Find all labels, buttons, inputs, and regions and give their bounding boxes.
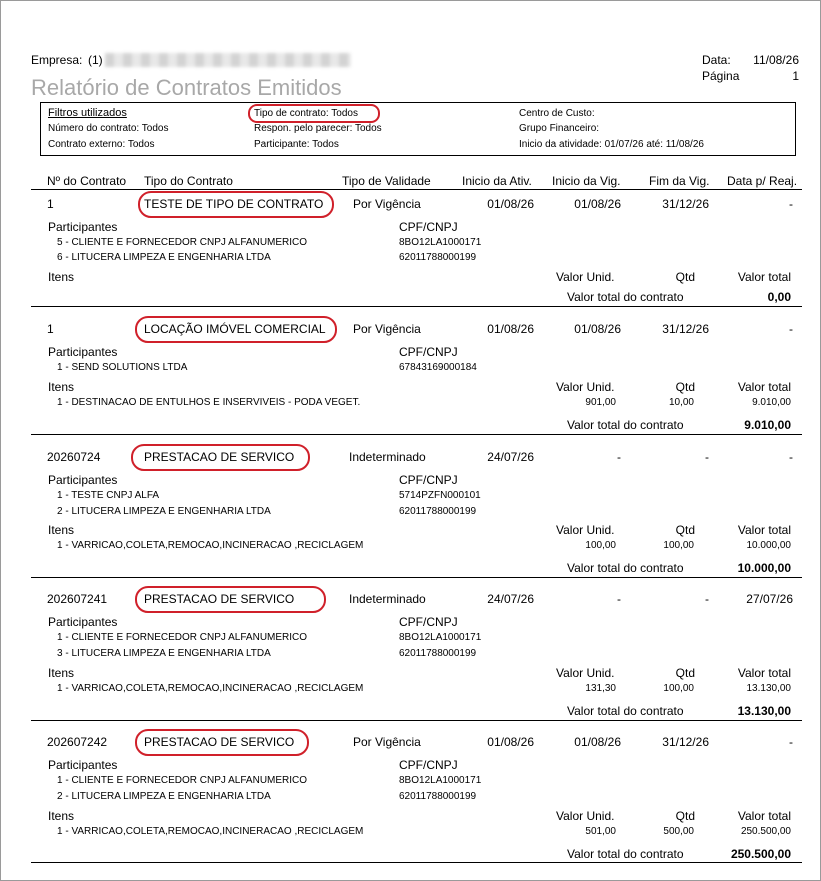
contract-type: LOCAÇÃO IMÓVEL COMERCIAL <box>144 322 326 336</box>
items-label: Itens <box>48 809 75 823</box>
valor-unid-label: Valor Unid. <box>556 270 615 284</box>
item-total-value: 10.000,00 <box>746 540 791 551</box>
item-unit-value: 131,30 <box>585 683 616 694</box>
contract-total-label: Valor total do contrato <box>567 704 684 718</box>
page-title: Relatório de Contratos Emitidos <box>31 75 342 100</box>
items-label: Itens <box>48 270 75 284</box>
qtd-label: Qtd <box>675 270 695 284</box>
participant-doc: 62011788000199 <box>399 648 477 659</box>
validity-type: Indeterminado <box>349 450 426 464</box>
validity-start: 01/08/26 <box>574 197 621 211</box>
pagina-label: Página <box>702 69 740 83</box>
contract-total-value: 250.500,00 <box>730 847 791 861</box>
contract-number: 20260724 <box>47 450 101 464</box>
items-label: Itens <box>48 666 75 680</box>
header-divider <box>31 189 802 190</box>
filter-inicio-atividade: Inicio da atividade: 01/07/26 até: 11/08/26 <box>519 139 704 150</box>
validity-end: 31/12/26 <box>662 735 709 749</box>
cpf-cnpj-label: CPF/CNPJ <box>399 345 458 359</box>
participant-doc: 8BO12LA1000171 <box>399 775 482 786</box>
valor-total-label: Valor total <box>737 523 791 537</box>
highlight-oval <box>135 316 337 343</box>
validity-start: - <box>617 592 621 606</box>
validity-end: - <box>705 592 709 606</box>
contract-type: PRESTACAO DE SERVICO <box>144 735 295 749</box>
participant-doc: 8BO12LA1000171 <box>399 237 482 248</box>
highlight-oval <box>131 444 310 471</box>
col-inicio-vig: Inicio da Vig. <box>552 174 621 188</box>
highlight-oval <box>248 104 380 123</box>
cpf-cnpj-label: CPF/CNPJ <box>399 615 458 629</box>
item-description: 1 - VARRICAO,COLETA,REMOCAO,INCINERACAO ,RECICLAGEM <box>57 540 364 551</box>
items-label: Itens <box>48 380 75 394</box>
activity-start: 01/08/26 <box>487 322 534 336</box>
col-inicio-ativ: Inicio da Ativ. <box>462 174 532 188</box>
validity-end: 31/12/26 <box>662 322 709 336</box>
valor-total-label: Valor total <box>737 270 791 284</box>
item-quantity: 100,00 <box>663 540 694 551</box>
contract-total-label: Valor total do contrato <box>567 418 684 432</box>
contract-number: 202607242 <box>47 735 108 749</box>
contract-total-label: Valor total do contrato <box>567 847 684 861</box>
valor-unid-label: Valor Unid. <box>556 666 615 680</box>
valor-unid-label: Valor Unid. <box>556 380 615 394</box>
valor-unid-label: Valor Unid. <box>556 809 615 823</box>
item-unit-value: 901,00 <box>585 397 616 408</box>
validity-start: - <box>617 450 621 464</box>
contract-type: PRESTACAO DE SERVICO <box>144 592 295 606</box>
participant-doc: 62011788000199 <box>399 252 477 263</box>
filter-responsavel-parecer: Respon. pelo parecer: Todos <box>254 123 382 134</box>
contract-divider <box>31 306 802 307</box>
participant-doc: 67843169000184 <box>399 362 477 373</box>
valor-total-label: Valor total <box>737 809 791 823</box>
participant-name: 1 - TESTE CNPJ ALFA <box>57 490 160 501</box>
cpf-cnpj-label: CPF/CNPJ <box>399 220 458 234</box>
filter-grupo-financeiro: Grupo Financeiro: <box>519 123 600 134</box>
item-unit-value: 100,00 <box>585 540 616 551</box>
col-tipo-contrato: Tipo do Contrato <box>144 174 233 188</box>
contract-total-value: 10.000,00 <box>737 561 791 575</box>
highlight-oval <box>135 586 326 613</box>
cpf-cnpj-label: CPF/CNPJ <box>399 473 458 487</box>
participant-name: 1 - CLIENTE E FORNECEDOR CNPJ ALFANUMERICO <box>57 775 308 786</box>
activity-start: 24/07/26 <box>487 450 534 464</box>
highlight-oval <box>138 191 334 218</box>
qtd-label: Qtd <box>675 380 695 394</box>
data-value: 11/08/26 <box>753 53 799 67</box>
validity-type: Por Vigência <box>353 735 421 749</box>
filters-heading: Filtros utilizados <box>48 107 127 119</box>
validity-end: - <box>705 450 709 464</box>
filter-numero-contrato: Número do contrato: Todos <box>48 123 169 134</box>
participant-name: 2 - LITUCERA LIMPEZA E ENGENHARIA LTDA <box>57 506 271 517</box>
empresa-label: Empresa: <box>31 53 83 67</box>
validity-type: Indeterminado <box>349 592 426 606</box>
participant-name: 1 - SEND SOLUTIONS LTDA <box>57 362 188 373</box>
item-description: 1 - DESTINACAO DE ENTULHOS E INSERVIVEIS - PODA VEGET. <box>57 397 361 408</box>
contract-number: 1 <box>47 322 54 336</box>
participants-label: Participantes <box>48 615 118 629</box>
contract-divider <box>31 862 802 863</box>
redacted-company-name <box>105 53 351 67</box>
activity-start: 01/08/26 <box>487 735 534 749</box>
participant-doc: 5714PZFN000101 <box>399 490 481 501</box>
participant-name: 1 - CLIENTE E FORNECEDOR CNPJ ALFANUMERICO <box>57 632 308 643</box>
valor-unid-label: Valor Unid. <box>556 523 615 537</box>
participant-name: 6 - LITUCERA LIMPEZA E ENGENHARIA LTDA <box>57 252 271 263</box>
participant-doc: 8BO12LA1000171 <box>399 632 482 643</box>
item-quantity: 100,00 <box>663 683 694 694</box>
participants-label: Participantes <box>48 220 118 234</box>
col-tipo-validade: Tipo de Validade <box>342 174 431 188</box>
col-fim-vig: Fim da Vig. <box>649 174 710 188</box>
contract-type: PRESTACAO DE SERVICO <box>144 450 295 464</box>
contract-total-label: Valor total do contrato <box>567 561 684 575</box>
contract-total-value: 0,00 <box>767 290 791 304</box>
readjust-date: - <box>789 450 793 464</box>
item-total-value: 13.130,00 <box>746 683 791 694</box>
filter-centro-custo: Centro de Custo: <box>519 108 595 119</box>
item-unit-value: 501,00 <box>585 826 616 837</box>
qtd-label: Qtd <box>675 666 695 680</box>
contract-divider <box>31 720 802 721</box>
validity-type: Por Vigência <box>353 322 421 336</box>
valor-total-label: Valor total <box>737 666 791 680</box>
validity-type: Por Vigência <box>353 197 421 211</box>
participant-name: 5 - CLIENTE E FORNECEDOR CNPJ ALFANUMERICO <box>57 237 308 248</box>
item-total-value: 250.500,00 <box>740 826 791 837</box>
data-label: Data: <box>702 53 731 67</box>
filter-contrato-externo: Contrato externo: Todos <box>48 139 155 150</box>
participant-name: 3 - LITUCERA LIMPEZA E ENGENHARIA LTDA <box>57 648 271 659</box>
contract-type: TESTE DE TIPO DE CONTRATO <box>144 197 324 211</box>
contract-total-value: 9.010,00 <box>744 418 791 432</box>
participants-label: Participantes <box>48 758 118 772</box>
readjust-date: - <box>789 322 793 336</box>
activity-start: 24/07/26 <box>487 592 534 606</box>
validity-start: 01/08/26 <box>574 322 621 336</box>
participants-label: Participantes <box>48 473 118 487</box>
item-total-value: 9.010,00 <box>752 397 791 408</box>
qtd-label: Qtd <box>675 523 695 537</box>
participant-name: 2 - LITUCERA LIMPEZA E ENGENHARIA LTDA <box>57 791 271 802</box>
validity-end: 31/12/26 <box>662 197 709 211</box>
contract-divider <box>31 577 802 578</box>
readjust-date: - <box>789 735 793 749</box>
item-description: 1 - VARRICAO,COLETA,REMOCAO,INCINERACAO ,RECICLAGEM <box>57 683 364 694</box>
filter-participante: Participante: Todos <box>254 139 339 150</box>
contract-total-label: Valor total do contrato <box>567 290 684 304</box>
item-quantity: 10,00 <box>668 397 694 408</box>
filter-tipo-contrato: Tipo de contrato: Todos <box>254 108 358 119</box>
readjust-date: - <box>789 197 793 211</box>
valor-total-label: Valor total <box>737 380 791 394</box>
pagina-value: 1 <box>792 69 799 83</box>
contract-total-value: 13.130,00 <box>737 704 791 718</box>
contract-divider <box>31 434 802 435</box>
participant-doc: 62011788000199 <box>399 506 477 517</box>
highlight-oval <box>135 729 309 756</box>
participant-doc: 62011788000199 <box>399 791 477 802</box>
contract-number: 1 <box>47 197 54 211</box>
item-quantity: 500,00 <box>663 826 694 837</box>
readjust-date: 27/07/26 <box>746 592 793 606</box>
col-numero-contrato: Nº do Contrato <box>47 174 127 188</box>
item-description: 1 - VARRICAO,COLETA,REMOCAO,INCINERACAO ,RECICLAGEM <box>57 826 364 837</box>
qtd-label: Qtd <box>675 809 695 823</box>
col-data-reaj: Data p/ Reaj. <box>727 174 798 188</box>
activity-start: 01/08/26 <box>487 197 534 211</box>
contract-number: 202607241 <box>47 592 108 606</box>
empresa-value: (1) <box>88 53 103 67</box>
validity-start: 01/08/26 <box>574 735 621 749</box>
participants-label: Participantes <box>48 345 118 359</box>
items-label: Itens <box>48 523 75 537</box>
cpf-cnpj-label: CPF/CNPJ <box>399 758 458 772</box>
